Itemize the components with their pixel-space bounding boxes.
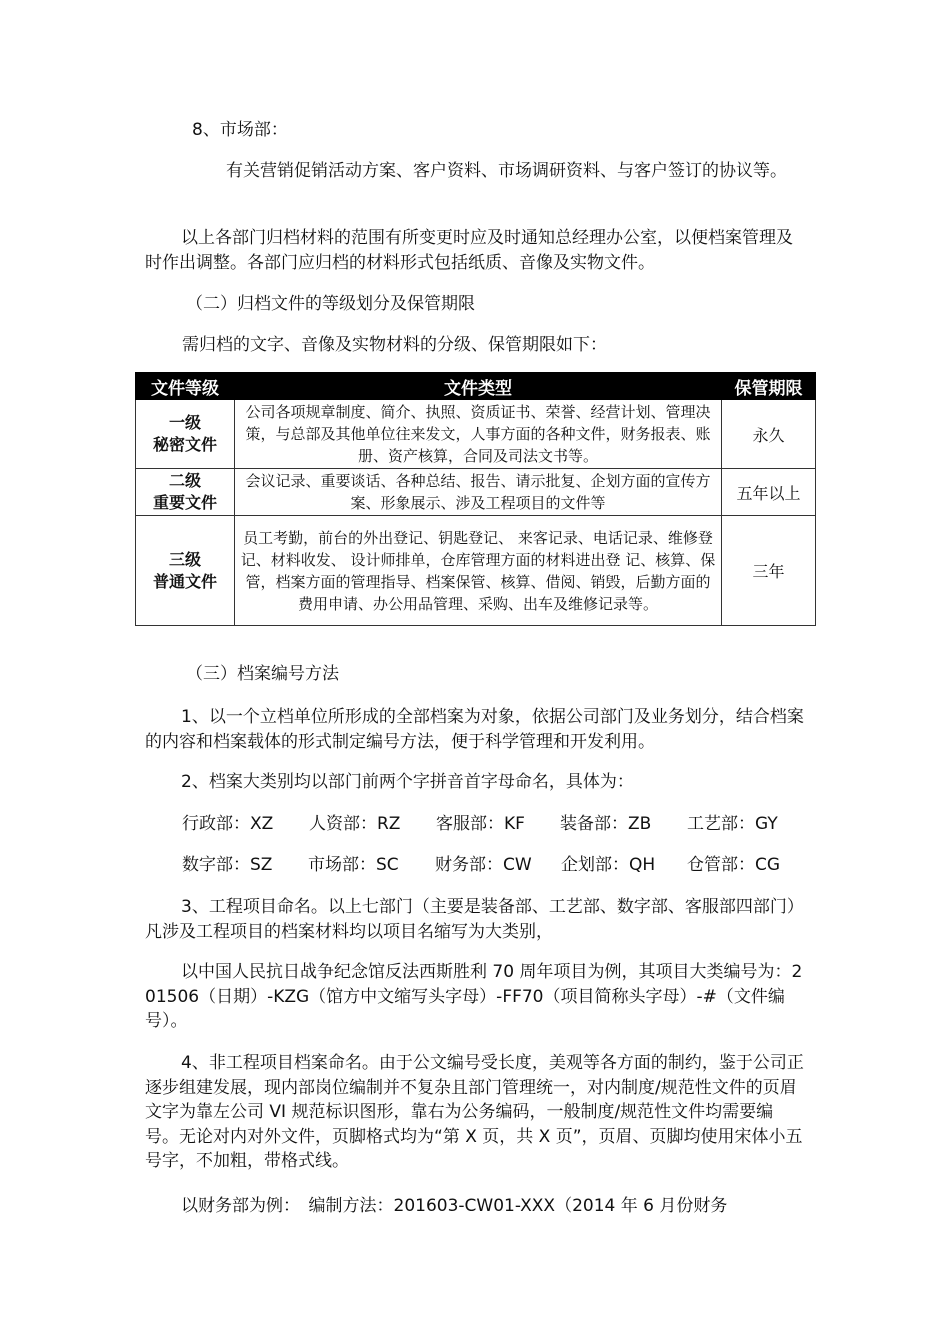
section3-p4: 以中国人民抗日战争纪念馆反法西斯胜利 70 周年项目为例，其项目大类编号为：201506（日期）-KZG（馆方中文缩写头字母）-FF70（项目简称头字母）-#（文件编号）。	[145, 962, 803, 1031]
section3-title: （三）档案编号方法	[186, 664, 339, 684]
dept-abbr: 市场部：SC	[308, 855, 399, 875]
section3-p1: 1、以一个立档单位所形成的全部档案为对象，依据公司部门及业务划分，结合档案的内容和档案载体的形式制定编号方法，便于科学管理和开发利用。	[145, 707, 804, 752]
dept-abbr-row-1	[182, 812, 778, 836]
period-cell: 三年	[722, 516, 816, 626]
market-body: 有关营销促销活动方案、客户资料、市场调研资料、与客户签订的协议等。	[226, 161, 787, 181]
level-label: 重要文件	[152, 493, 217, 512]
header-types: 文件类型	[235, 373, 722, 400]
dept-abbr: 仓管部：CG	[687, 855, 781, 875]
dept-abbr: 企划部：QH	[561, 855, 656, 875]
table-row	[136, 469, 816, 516]
market-heading: 8、市场部：	[192, 120, 288, 140]
dept-abbr: 财务部：CW	[435, 855, 532, 875]
table-header-row	[136, 373, 816, 400]
dept-abbr: 客服部：KF	[436, 814, 525, 834]
level-label: 秘密文件	[152, 435, 217, 454]
section3-p2: 2、档案大类别均以部门前两个字拼音首字母命名，具体为：	[181, 772, 634, 792]
section3-p3: 3、工程项目命名。以上七部门（主要是装备部、工艺部、数字部、客服部四部门）凡涉及工程项目的档案材料均以项目名缩写为大类别，	[145, 897, 804, 942]
section2-intro: 需归档的文字、音像及实物材料的分级、保管期限如下：	[182, 335, 607, 355]
types-cell: 会议记录、重要谈话、各种总结、报告、请示批复、企划方面的宣传方案、形象展示、涉及工程项目的文件等	[235, 469, 722, 516]
dept-abbr: 数字部：SZ	[182, 855, 273, 875]
level-label: 普通文件	[152, 571, 217, 591]
scope-note: 以上各部门归档材料的范围有所变更时应及时通知总经理办公室，以便档案管理及时作出调整。各部门应归档的材料形式包括纸质、音像及实物文件。	[145, 228, 793, 273]
level-cell	[136, 516, 235, 626]
dept-abbr: 装备部：ZB	[560, 814, 652, 834]
level-cell	[136, 469, 235, 516]
dept-abbr: 行政部：XZ	[182, 814, 274, 834]
header-level: 文件等级	[136, 373, 235, 400]
section3-p6: 以财务部为例： 编制方法：201603-CW01-XXX（2014 年 6 月份财务	[181, 1196, 728, 1216]
dept-abbr-row-2	[182, 853, 780, 877]
types-cell: 公司各项规章制度、简介、执照、资质证书、荣誉、经营计划、管理决策，与总部及其他单位往来发文，人事方面的各种文件，财务报表、账册、资产核算，合同及司法文书等。	[235, 400, 722, 469]
period-cell: 五年以上	[722, 469, 816, 516]
grade-table	[135, 372, 816, 626]
section3-p5: 4、非工程项目档案命名。由于公文编号受长度，美观等各方面的制约，鉴于公司正逐步组建发展，现内部岗位编制并不复杂且部门管理统一，对内制度/规范性文件的页眉文字为靠左公司 VI 规范标识图形，靠右为公务编码，一般制度/规范性文件均需要编号。无论对内对外文件，页脚格式均为“第 X 页，共 X 页”，页眉、页脚均使用宋体小五号字，不加粗，带格式线。	[145, 1053, 804, 1171]
level-cell	[136, 400, 235, 469]
table-row	[136, 516, 816, 626]
types-cell: 员工考勤，前台的外出登记、钥匙登记、 来客记录、电话记录、维修登记、材料收发、 设计师排单，仓库管理方面的材料进出登 记、核算、保管，档案方面的管理指导、档案保管、核算、借阅、销毁，后勤方面的费用申请、办公用品管理、采购、出车及维修记录等。	[235, 516, 722, 626]
level-rank: 一级	[168, 413, 201, 432]
section2-title: （二）归档文件的等级划分及保管期限	[186, 294, 475, 314]
dept-abbr: 工艺部：GY	[687, 814, 778, 834]
table-row	[136, 400, 816, 469]
level-rank: 二级	[168, 471, 201, 490]
period-cell: 永久	[722, 400, 816, 469]
header-period: 保管期限	[722, 373, 816, 400]
level-rank: 三级	[168, 549, 201, 569]
dept-abbr: 人资部：RZ	[309, 814, 401, 834]
